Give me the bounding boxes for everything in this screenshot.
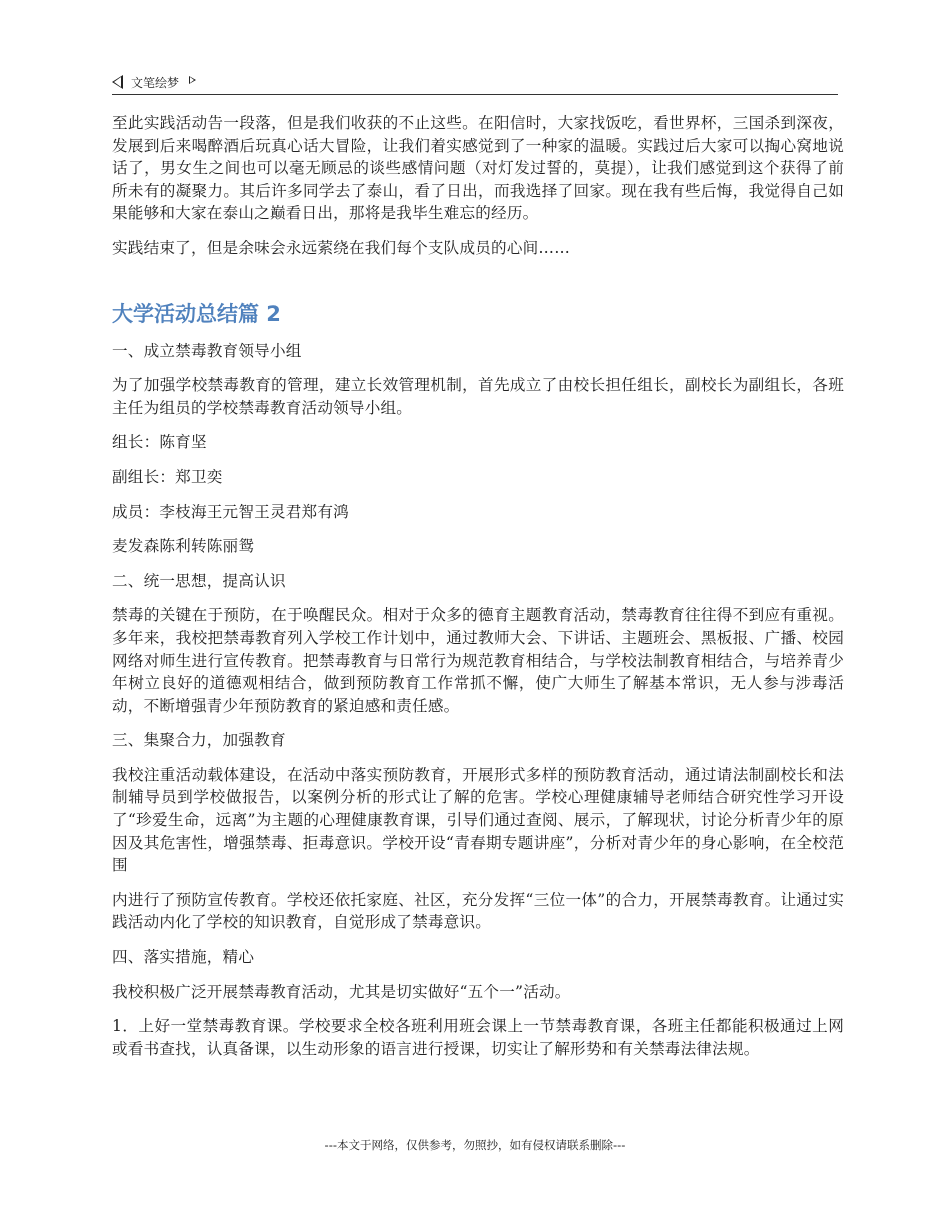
section-title: 大学活动总结篇 2 (112, 301, 281, 326)
page-header (112, 72, 838, 95)
section-heading-4: 四、落实措施，精心 (112, 948, 255, 967)
document-body (112, 112, 844, 1072)
intro-paragraph: 至此实践活动告一段落，但是我们收获的不止这些。在阳信时，大家找饭吃，看世界杯，三国杀到深夜，发展到后来喝醉酒后玩真心话大冒险，让我们着实感觉到了一种家的温暖。实践过后大家可以掏心窝地说话了，男女生之间也可以毫无顾忌的谈些感情问题（对灯发过誓的，莫提），让我们感觉到这个获得了前所未有的凝聚力。其后许多同学去了泰山，看了日出，而我选择了回家。现在我有些后悔，我觉得自己如果能够和大家在泰山之巅看日出，那将是我毕生难忘的经历。 (112, 114, 844, 223)
vice-leader-line: 副组长：郑卫奕 (112, 467, 223, 486)
paragraph-strengthen-education: 我校注重活动载体建设，在活动中落实预防教育，开展形式多样的预防教育活动，通过请法制副校长和法制辅导员到学校做报告，以案例分析的形式让了解的危害。学校心理健康辅导老师结合研究性学习开设了“珍爱生命，远离”为主题的心理健康教育课，引导们通过查阅、展示，了解现状，讨论分析青少年的原因及其危害性，增强禁毒、拒毒意识。学校开设“青春期专题讲座”，分析对青少年的身心影响，在全校范围 (112, 765, 844, 875)
header-title: 文笔绘梦 (131, 75, 180, 90)
members-line: 成员：李枝海王元智王灵君郑有鸿 (112, 502, 349, 521)
paragraph-leadership-group: 为了加强学校禁毒教育的管理，建立长效管理机制，首先成立了由校长担任组长，副校长为副组长，各班主任为组员的学校禁毒教育活动领导小组。 (112, 376, 844, 417)
section-heading-2: 二、统一思想，提高认识 (112, 571, 286, 590)
triangle-right-icon (189, 76, 196, 84)
leader-line: 组长：陈育坚 (112, 433, 207, 452)
section-heading-1: 一、成立禁毒教育领导小组 (112, 341, 302, 360)
members-line-2: 麦发森陈利转陈丽鸳 (112, 537, 255, 556)
footer-disclaimer: ---本文于网络，仅供参考，勿照抄，如有侵权请联系删除--- (324, 1138, 626, 1152)
intro-closing-paragraph: 实践结束了，但是余味会永远萦绕在我们每个支队成员的心间…… (112, 238, 571, 257)
section-heading-3: 三、集聚合力，加强教育 (112, 731, 286, 750)
paragraph-family-community: 内进行了预防宣传教育。学校还依托家庭、社区，充分发挥“三位一体”的合力，开展禁毒教育。让通过实践活动内化了学校的知识教育，自觉形成了禁毒意识。 (112, 890, 844, 932)
paragraph-item-1: 1．上好一堂禁毒教育课。学校要求全校各班利用班会课上一节禁毒教育课，各班主任都能积极通过上网或看书查找，认真备课，以生动形象的语言进行授课，切实让了解形势和有关禁毒法律法规。 (112, 1017, 844, 1058)
header-inner (112, 72, 196, 92)
paragraph-unify-thinking: 禁毒的关键在于预防，在于唤醒民众。相对于众多的德育主题教育活动，禁毒教育往往得不到应有重视。多年来，我校把禁毒教育列入学校工作计划中，通过教师大会、下讲话、主题班会、黑板报、广播、校园网络对师生进行宣传教育。把禁毒教育与日常行为规范教育相结合，与学校法制教育相结合，与培养青少年树立良好的道德观相结合，做到预防教育工作常抓不懈，使广大师生了解基本常识，无人参与涉毒活动，不断增强青少年预防教育的紧迫感和责任感。 (112, 606, 844, 715)
triangle-left-icon (112, 75, 123, 89)
paragraph-five-activities: 我校积极广泛开展禁毒教育活动，尤其是切实做好“五个一”活动。 (112, 982, 571, 1001)
